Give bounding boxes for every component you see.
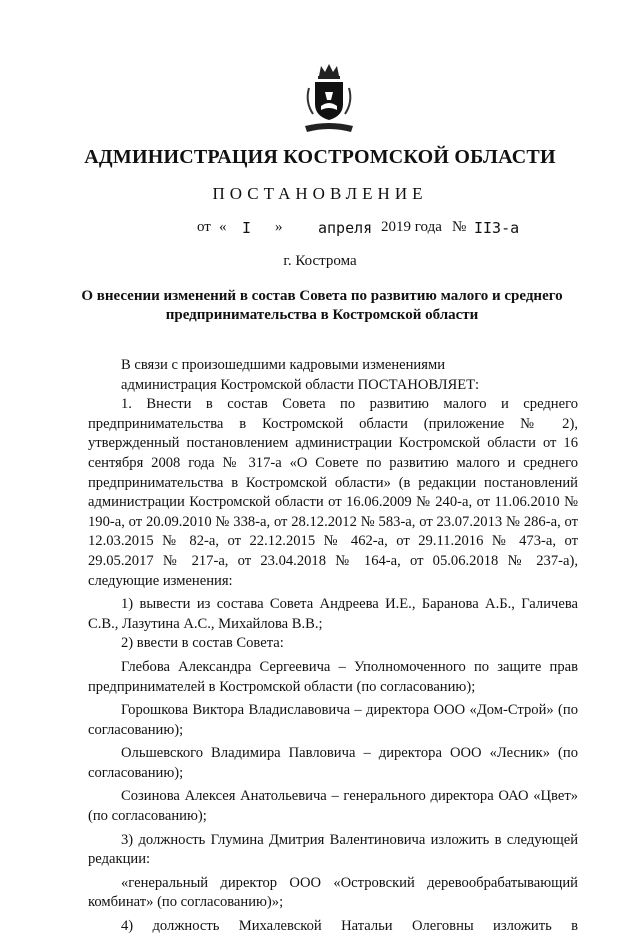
document-type: ПОСТАНОВЛЕНИЕ (212, 184, 428, 203)
date-prefix: от (197, 219, 211, 235)
document-body (88, 356, 578, 937)
paragraph: Глебова Александра Сергеевича – Уполномоченного по защите прав предпринимателей в Костромской области (по согласованию); (88, 658, 578, 695)
city: г. Кострома (283, 253, 357, 269)
organization-name: АДМИНИСТРАЦИЯ КОСТРОМСКОЙ ОБЛАСТИ (84, 146, 556, 168)
date-month: апреля (318, 219, 373, 237)
paragraph: 3) должность Глумина Дмитрия Валентиновича изложить в следующей редакции: (88, 831, 578, 868)
document-number: II3-а (474, 219, 520, 237)
date-quote-open: « (219, 219, 227, 235)
paragraph: 2) ввести в состав Совета: (121, 635, 284, 652)
paragraph: администрация Костромской области ПОСТАНОВЛЯЕТ: (121, 376, 480, 393)
date-quote-close: » (275, 219, 283, 235)
paragraph: 4) должность Михалевской Натальи Олеговны изложить в (121, 918, 578, 935)
paragraph: 1) вывести из состава Совета Андреева И.Е., Баранова А.Б., Галичева С.В., Лазутина А.С., Михайлова В.В.; (88, 596, 578, 632)
coat-of-arms-icon (301, 62, 357, 138)
paragraph: 1. Внести в состав Совета по развитию малого и среднего предпринимательства в Костромской области (приложение № 2), утвержденный постановлением администрации Костромской области от 16 сентября 2008 года № 317-а «О Совете по развитию малого и среднего предпринимательства в Костромской области» (в редакции постановлений администрации Костромской области от 16.06.2009 № 240-а, от 11.06.2010 № 190-а, от 20.09.2010 № 338-а, от 28.12.2012 № 583-а, от 23.07.2013 № 286-а, от 12.03.2015 № 82-а, от 22.12.2015 № 462-а, от 29.11.2016 № 473-а, от 29.05.2017 № 217-а, от 23.04.2018 № 164-а, от 05.06.2018 № 237-а), следующие изменения: (88, 396, 578, 589)
paragraph: В связи с произошедшими кадровыми изменениями (121, 357, 445, 373)
date-day: I (242, 219, 252, 237)
paragraph: Ольшевского Владимира Павловича – директора ООО «Лесник» (по согласованию); (88, 745, 578, 781)
document-title: О внесении изменений в состав Совета по развитию малого и среднего предпринимательства в Костромской области (81, 288, 563, 323)
paragraph: Созинова Алексея Анатольевича – генерального директора ОАО «Цвет» (по согласованию); (88, 788, 578, 825)
date-year: 2019 года (381, 219, 442, 235)
number-sign: № (452, 219, 467, 235)
paragraph: Горошкова Виктора Владиславовича – директора ООО «Дом-Строй» (по согласованию); (88, 702, 578, 738)
paragraph: «генеральный директор ООО «Островский деревообрабатывающий комбинат» (по согласованию)»; (88, 874, 578, 911)
